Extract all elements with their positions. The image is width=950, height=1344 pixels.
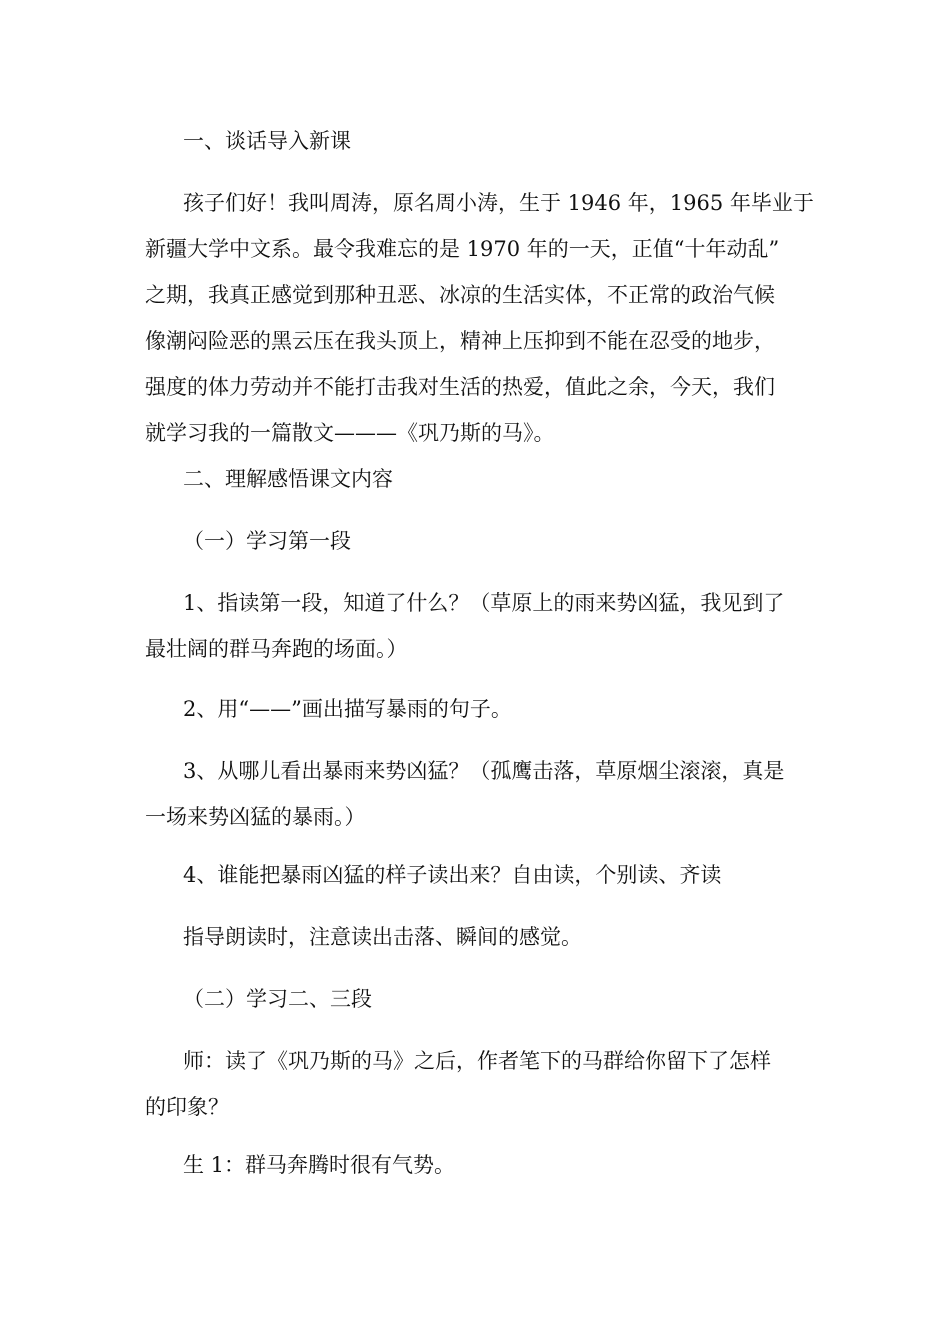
teacher-paragraph: [145, 1038, 805, 1130]
item-3-paragraph: [145, 748, 805, 840]
intro-line: 像潮闷险恶的黑云压在我头顶上，精神上压抑到不能在忍受的地步，: [145, 329, 775, 353]
subheading-text: （二）学习二、三段: [183, 987, 372, 1011]
intro-line: 就学习我的一篇散文———《巩乃斯的马》。: [145, 421, 555, 445]
guide-text: 指导朗读时，注意读出击落、瞬间的感觉。: [183, 925, 582, 949]
student-1-paragraph: [145, 1142, 805, 1188]
intro-line: 孩子们好！我叫周涛，原名周小涛，生于 1946 年，1965 年毕业于: [183, 191, 814, 215]
item-line: 一场来势凶猛的暴雨。）: [145, 805, 366, 829]
teacher-line: 的印象？: [145, 1095, 229, 1119]
item-1-paragraph: [145, 580, 805, 672]
intro-line: 强度的体力劳动并不能打击我对生活的热爱，值此之余，今天，我们: [145, 375, 775, 399]
item-text: 4、谁能把暴雨凶猛的样子读出来？自由读，个别读、齐读: [183, 863, 722, 887]
item-line: 3、从哪儿看出暴雨来势凶猛？（孤鹰击落，草原烟尘滚滚，真是: [183, 759, 785, 783]
item-line: 最壮阔的群马奔跑的场面。）: [145, 637, 408, 661]
heading-section-1: [145, 118, 805, 164]
item-4-paragraph: [145, 852, 805, 898]
item-text: 2、用“——”画出描写暴雨的句子。: [183, 697, 512, 721]
heading-text: 一、谈话导入新课: [183, 129, 351, 153]
teacher-line: 师：读了《巩乃斯的马》之后，作者笔下的马群给你留下了怎样: [183, 1049, 771, 1073]
item-2-paragraph: [145, 686, 805, 732]
intro-line: 新疆大学中文系。最令我难忘的是 1970 年的一天，正值“十年动乱”: [145, 237, 780, 261]
heading-section-2: [145, 456, 805, 502]
subheading-part-1: [145, 518, 805, 564]
item-line: 1、指读第一段，知道了什么？（草原上的雨来势凶猛，我见到了: [183, 591, 785, 615]
student-text: 生 1：群马奔腾时很有气势。: [183, 1153, 456, 1177]
subheading-text: （一）学习第一段: [183, 529, 351, 553]
subheading-part-2: [145, 976, 805, 1022]
heading-text: 二、理解感悟课文内容: [183, 467, 393, 491]
intro-paragraph: [145, 180, 814, 456]
intro-line: 之期，我真正感觉到那种丑恶、冰凉的生活实体，不正常的政治气候: [145, 283, 775, 307]
guide-paragraph: [145, 914, 805, 960]
